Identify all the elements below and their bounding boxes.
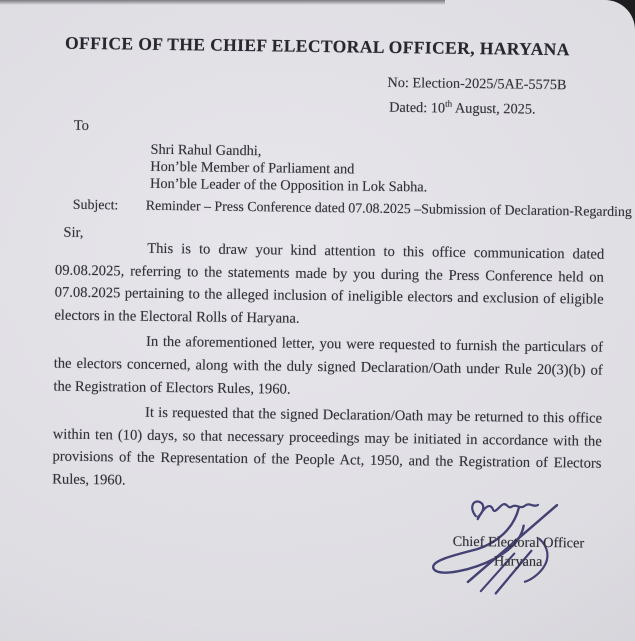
body-paragraph-2: In the aforementioned letter, you were requested to furnish the particulars of the electors concerned, along with the duly signed Declaration/Oath under Rule 20(3)(b) of the Registration of Electors Rules, 1960. bbox=[53, 334, 604, 398]
recipient-designation-2: Hon’ble Leader of the Opposition in Lok Sabha. bbox=[149, 175, 428, 196]
body-paragraph-1: This is to draw your kind attention to this office communication dated 09.08.2025, referring to the statements made by you during the Press Conference held on 07.08.2025 pertaining to the alleged inclusion of ineligible electors and exclusion of eligible electors in the Electoral Rolls of Haryana. bbox=[54, 240, 605, 327]
to-label: To bbox=[73, 117, 90, 134]
signature-block bbox=[448, 533, 588, 572]
body-paragraph-3: It is requested that the signed Declaration/Oath may be returned to this office within ten (10) days, so that necessary proceedings may be initiated in accordance with the provisions of the Representation of the People Act, 1950, and the Registration of Electors Rules, 1960. bbox=[52, 404, 603, 489]
letterhead-title: OFFICE OF THE CHIEF ELECTORAL OFFICER, HARYANA bbox=[64, 32, 570, 60]
subject-label: Subject: bbox=[72, 197, 119, 214]
signatory-title: Chief Electoral Officer bbox=[452, 533, 585, 552]
subject-row bbox=[73, 198, 632, 221]
reference-number: No: Election-2025/5AE-5575B bbox=[387, 74, 567, 94]
letter-date bbox=[389, 98, 536, 119]
recipient-block bbox=[150, 142, 428, 197]
date-prefix: Dated: 10 bbox=[389, 99, 446, 117]
date-suffix: August, 2025. bbox=[452, 100, 536, 118]
recipient-name: Shri Rahul Gandhi, bbox=[150, 141, 262, 160]
salutation: Sir, bbox=[63, 224, 84, 241]
date-ordinal: th bbox=[445, 98, 453, 109]
subject-text: Reminder – Press Conference dated 07.08.2025 –Submission of Declaration-Regarding bbox=[145, 198, 632, 221]
signatory-place: Haryana bbox=[493, 552, 543, 570]
letter-body bbox=[52, 237, 604, 502]
recipient-designation-1: Hon’ble Member of Parliament and bbox=[150, 158, 355, 178]
